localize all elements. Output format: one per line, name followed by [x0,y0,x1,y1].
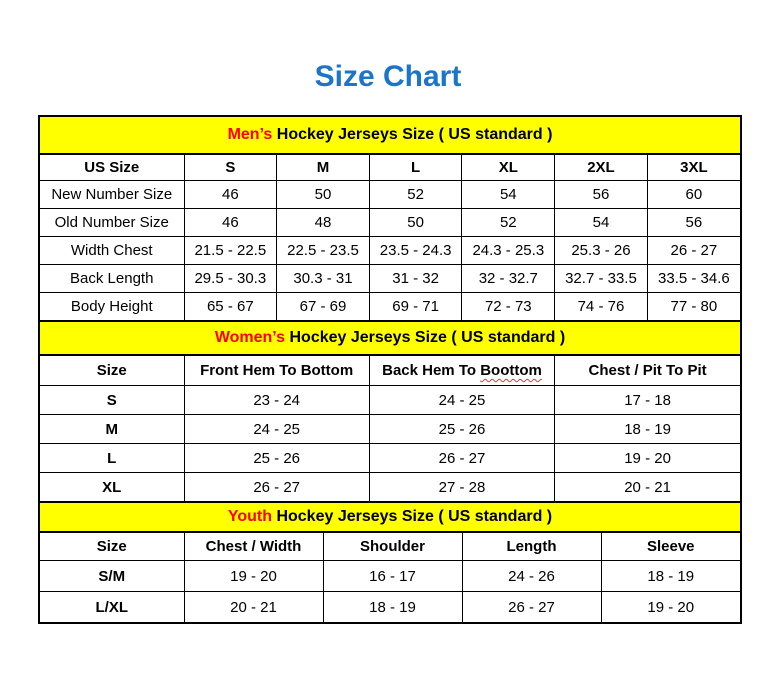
value-cell: 25.3 - 26 [555,237,648,265]
value-cell: 69 - 71 [369,293,462,321]
column-header-sleeve: Sleeve [601,533,740,561]
mens-section-heading [40,117,740,155]
table-row [40,209,740,237]
column-header-xl: XL [462,155,555,181]
womens-size-table [40,356,740,501]
value-cell: 26 - 27 [184,473,369,502]
misspelled-word: Boottom [480,362,542,379]
value-cell: 26 - 27 [369,444,554,473]
womens-heading-accent: Women’s [214,329,286,346]
womens-header-row [40,356,740,386]
table-row [40,181,740,209]
value-cell: 23 - 24 [184,386,369,415]
column-header-chest: Chest / Width [184,533,323,561]
value-cell: 48 [277,209,370,237]
row-label: Width Chest [40,237,184,265]
column-header-size: Size [40,356,184,386]
mens-header-row [40,155,740,181]
row-label: S/M [40,561,184,592]
table-row [40,293,740,321]
column-header-us-size: US Size [40,155,184,181]
row-label: Body Height [40,293,184,321]
value-cell: 19 - 20 [601,592,740,623]
value-cell: 19 - 20 [184,561,323,592]
page-title: Size Chart [314,60,462,93]
value-cell: 18 - 19 [323,592,462,623]
row-label: L/XL [40,592,184,623]
column-header-l: L [369,155,462,181]
value-cell: 54 [555,209,648,237]
value-cell: 46 [184,181,277,209]
value-cell: 17 - 18 [555,386,740,415]
column-header-length: Length [462,533,601,561]
value-cell: 24 - 26 [462,561,601,592]
size-chart [38,115,742,624]
table-row [40,265,740,293]
table-row [40,473,740,502]
value-cell: 26 - 27 [647,237,740,265]
table-row [40,444,740,473]
row-label: XL [40,473,184,502]
value-cell: 56 [647,209,740,237]
value-cell: 46 [184,209,277,237]
column-header-shoulder: Shoulder [323,533,462,561]
value-cell: 32.7 - 33.5 [555,265,648,293]
table-row [40,386,740,415]
value-cell: 24 - 25 [184,415,369,444]
value-cell: 25 - 26 [369,415,554,444]
row-label: New Number Size [40,181,184,209]
table-row [40,237,740,265]
value-cell: 19 - 20 [555,444,740,473]
value-cell: 77 - 80 [647,293,740,321]
value-cell: 65 - 67 [184,293,277,321]
row-label: L [40,444,184,473]
youth-heading-accent: Youth [227,508,272,525]
value-cell: 18 - 19 [555,415,740,444]
mens-heading-rest: Hockey Jerseys Size ( US standard ) [272,126,553,143]
value-cell: 33.5 - 34.6 [647,265,740,293]
table-row [40,592,740,623]
womens-heading-rest: Hockey Jerseys Size ( US standard ) [285,329,566,346]
value-cell: 29.5 - 30.3 [184,265,277,293]
table-row [40,561,740,592]
mens-size-table [40,155,740,320]
value-cell: 22.5 - 23.5 [277,237,370,265]
row-label: Back Length [40,265,184,293]
row-label: M [40,415,184,444]
value-cell: 67 - 69 [277,293,370,321]
value-cell: 24.3 - 25.3 [462,237,555,265]
column-header-chest: Chest / Pit To Pit [555,356,740,386]
value-cell: 32 - 32.7 [462,265,555,293]
row-label: S [40,386,184,415]
value-cell: 50 [277,181,370,209]
column-header-back-hem [369,356,554,386]
value-cell: 20 - 21 [184,592,323,623]
youth-size-table [40,533,740,622]
value-cell: 56 [555,181,648,209]
value-cell: 21.5 - 22.5 [184,237,277,265]
value-cell: 60 [647,181,740,209]
value-cell: 25 - 26 [184,444,369,473]
youth-heading-rest: Hockey Jerseys Size ( US standard ) [272,508,553,525]
column-header-m: M [277,155,370,181]
table-row [40,415,740,444]
back-hem-prefix: Back Hem To [382,362,481,379]
column-header-s: S [184,155,277,181]
column-header-3xl: 3XL [647,155,740,181]
value-cell: 52 [369,181,462,209]
value-cell: 26 - 27 [462,592,601,623]
womens-section-heading [40,320,740,356]
value-cell: 54 [462,181,555,209]
value-cell: 31 - 32 [369,265,462,293]
mens-heading-accent: Men’s [227,126,273,143]
value-cell: 16 - 17 [323,561,462,592]
youth-section-heading [40,501,740,533]
value-cell: 27 - 28 [369,473,554,502]
column-header-front-hem: Front Hem To Bottom [184,356,369,386]
value-cell: 72 - 73 [462,293,555,321]
value-cell: 20 - 21 [555,473,740,502]
value-cell: 30.3 - 31 [277,265,370,293]
value-cell: 50 [369,209,462,237]
youth-header-row [40,533,740,561]
value-cell: 74 - 76 [555,293,648,321]
column-header-size: Size [40,533,184,561]
value-cell: 23.5 - 24.3 [369,237,462,265]
value-cell: 18 - 19 [601,561,740,592]
value-cell: 24 - 25 [369,386,554,415]
column-header-2xl: 2XL [555,155,648,181]
row-label: Old Number Size [40,209,184,237]
value-cell: 52 [462,209,555,237]
